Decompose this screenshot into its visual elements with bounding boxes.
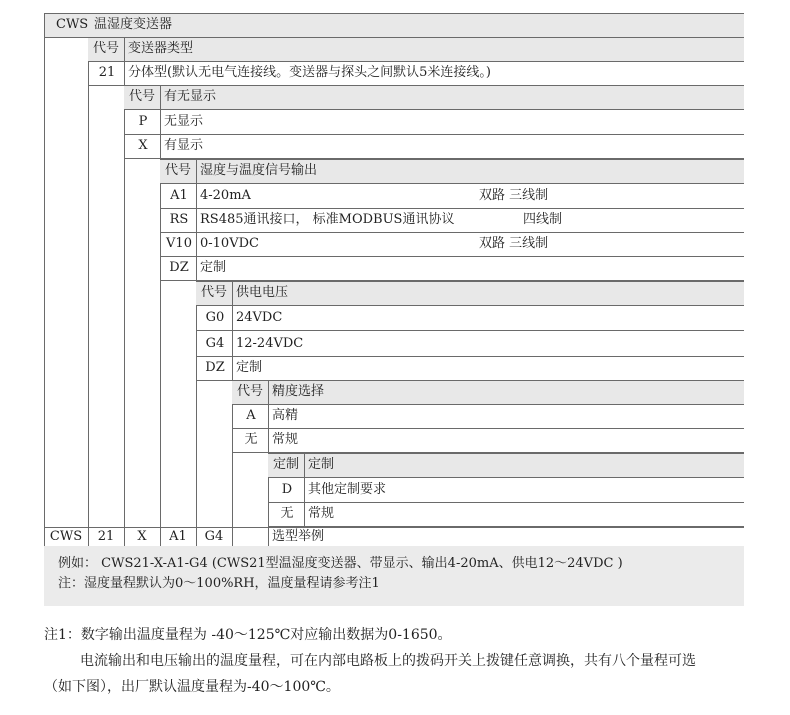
row-divider (160, 183, 744, 184)
row-divider (44, 13, 744, 14)
row-divider (196, 330, 744, 331)
option-description: 有显示 (164, 138, 204, 153)
section-head-label: 定制 (308, 457, 335, 472)
row-divider (196, 356, 744, 357)
column-divider (232, 527, 233, 546)
option-description: 常规 (308, 506, 335, 521)
example-code-cell: X (137, 529, 147, 544)
section-header-band (268, 453, 744, 477)
option-description: 12-24VDC (236, 336, 304, 351)
header-title: 温湿度变送器 (94, 17, 173, 32)
row-divider (124, 109, 744, 110)
option-code: RS (169, 212, 189, 227)
range-paragraph-line-2: （如下图），出厂默认温度量程为-40～100℃。 (44, 679, 340, 695)
option-code: X (138, 138, 148, 153)
column-divider (196, 159, 197, 280)
row-divider (196, 305, 744, 306)
option-wiring: 双路 三线制 (479, 188, 549, 203)
section-head-code: 代号 (201, 285, 228, 300)
column-divider (160, 159, 161, 546)
example-box (44, 546, 744, 606)
row-divider (88, 61, 744, 62)
column-divider (88, 37, 89, 546)
option-code: A (246, 408, 256, 423)
option-description: 其他定制要求 (308, 482, 387, 497)
option-description: 分体型(默认无电气连接线。变送器与探头之间默认5米连接线。) (128, 65, 491, 80)
option-description: 0-10VDC (200, 236, 259, 251)
header-code: CWS (56, 17, 89, 32)
option-description: 定制 (236, 360, 263, 375)
option-description: 高精 (272, 408, 299, 423)
example-line: 例如： CWS21-X-A1-G4 (CWS21型温湿度变送器、带显示、输出4-20mA、供电12～24VDC ) (58, 556, 623, 571)
column-divider (268, 380, 269, 452)
option-description: RS485通讯接口， 标准MODBUS通讯协议 (200, 212, 455, 227)
option-wiring: 四线制 (523, 212, 563, 227)
option-description: 无显示 (164, 114, 204, 129)
option-code: G4 (205, 336, 225, 351)
note-1: 注1：数字输出温度量程为 -40～125℃对应输出数据为0-1650。 (44, 627, 452, 643)
example-code-cell: 21 (97, 529, 115, 544)
option-code: G0 (205, 310, 225, 325)
section-head-label: 湿度与温度信号输出 (200, 163, 318, 178)
section-head-label: 有无显示 (164, 89, 217, 104)
option-description: 4-20mA (200, 188, 251, 203)
section-head-code: 定制 (273, 457, 300, 472)
column-divider (124, 37, 125, 85)
row-divider (160, 159, 744, 160)
option-code: A1 (170, 188, 188, 203)
column-divider (44, 13, 45, 546)
option-code: V10 (166, 236, 192, 251)
row-divider (124, 134, 744, 135)
row-divider (88, 37, 744, 38)
option-code: 无 (280, 506, 294, 521)
row-divider (44, 527, 744, 528)
row-divider (196, 281, 744, 282)
section-head-code: 代号 (165, 163, 192, 178)
section-head-code: 代号 (237, 384, 264, 399)
option-wiring: 双路 三线制 (479, 236, 549, 251)
column-divider (124, 85, 125, 546)
column-divider (196, 281, 197, 546)
row-divider (268, 453, 744, 454)
row-divider (160, 232, 744, 233)
row-divider (124, 85, 744, 86)
option-description: 常规 (272, 432, 299, 447)
section-head-label: 变送器类型 (128, 41, 194, 56)
example-label: 选型举例 (272, 529, 325, 544)
section-head-code: 代号 (93, 41, 120, 56)
row-divider (232, 380, 744, 381)
example-code-cell: CWS (49, 529, 83, 544)
row-divider (268, 477, 744, 478)
option-code: P (138, 114, 148, 129)
column-divider (304, 453, 305, 526)
column-divider (160, 85, 161, 158)
option-code: 无 (244, 432, 258, 447)
section-header-band (124, 85, 744, 109)
section-head-code: 代号 (129, 89, 156, 104)
option-code: 21 (98, 65, 116, 80)
range-paragraph-line-1: 电流输出和电压输出的温度量程，可在内部电路板上的拨码开关上拨键任意调换，共有八个量程可选 (80, 653, 696, 669)
row-divider (232, 428, 744, 429)
option-code: D (281, 482, 293, 497)
option-code: DZ (205, 360, 225, 375)
row-divider (268, 502, 744, 503)
section-head-label: 精度选择 (272, 384, 325, 399)
section-head-label: 供电电压 (236, 285, 289, 300)
example-code-cell: A1 (169, 529, 187, 544)
row-divider (160, 256, 744, 257)
option-code: DZ (169, 260, 189, 275)
option-description: 定制 (200, 260, 227, 275)
row-divider (160, 208, 744, 209)
example-code-cell: G4 (204, 529, 224, 544)
humidity-range-note: 注：湿度量程默认为0～100%RH，温度量程请参考注1 (58, 576, 380, 591)
row-divider (232, 404, 744, 405)
option-description: 24VDC (236, 310, 283, 325)
